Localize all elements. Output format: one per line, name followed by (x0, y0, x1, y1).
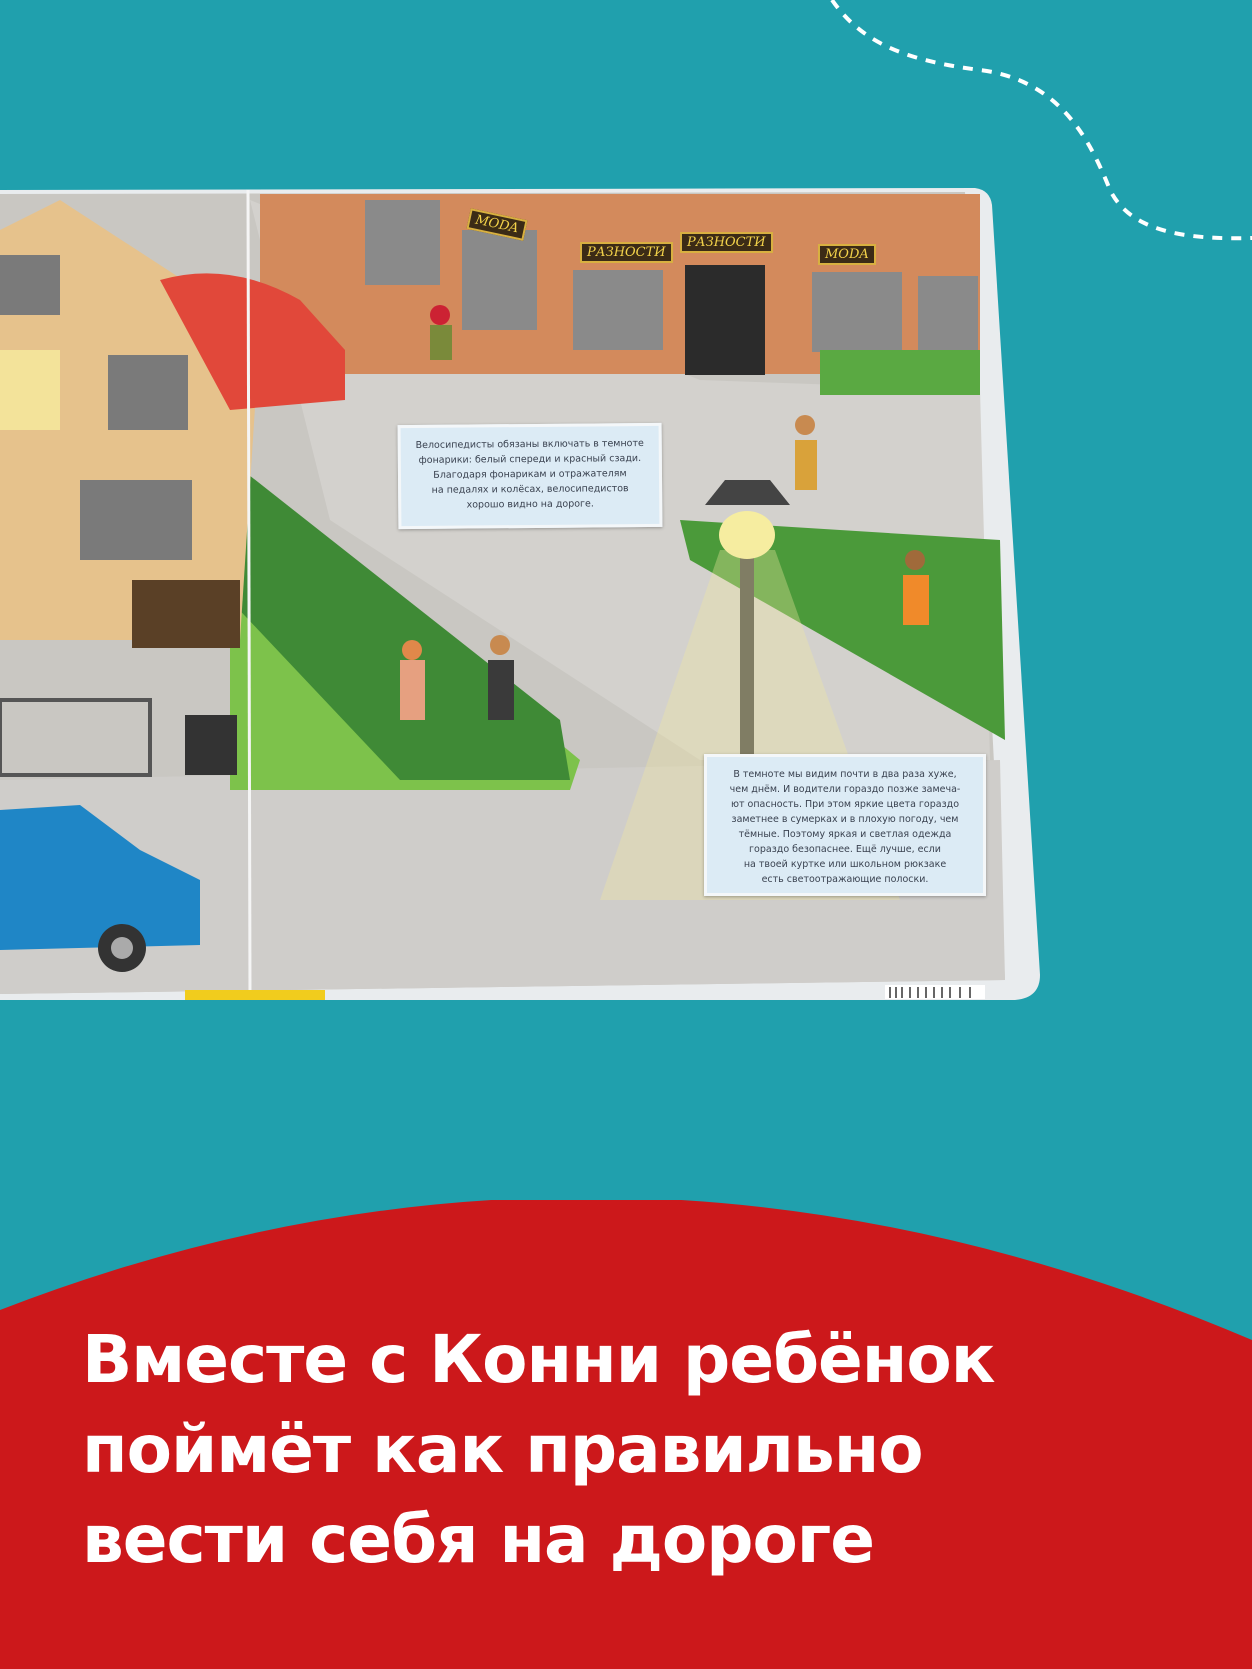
info-note-cyclists: Велосипедисты обязаны включать в темноте фонарики: белый спереди и красный сзади. Благодаря фонарикам и отражателям на педалях и колёсах, велосипедистов хорошо видно на дороге. (398, 423, 663, 529)
shop-sign: MODA (466, 208, 527, 241)
headline: Вместе с Конни ребёнок поймёт как правильно вести себя на дороге (82, 1321, 995, 1578)
shop-sign: РАЗНОСТИ (680, 232, 773, 253)
info-note-darkness: В темноте мы видим почти в два раза хуже, чем днём. И водители гораздо позже замеча- ют опасность. При этом яркие цвета гораздо заметнее в сумерках и в плохую погоду, чем тёмные. Поэтому яркая и светлая одежда гораздо безопаснее. Ещё лучше, если на твоей куртке или школьном рюкзаке есть светоотражающие полоски. (704, 754, 986, 896)
shop-sign: MODA (818, 244, 876, 265)
shop-sign: РАЗНОСТИ (580, 242, 673, 263)
shop-door (685, 265, 765, 375)
